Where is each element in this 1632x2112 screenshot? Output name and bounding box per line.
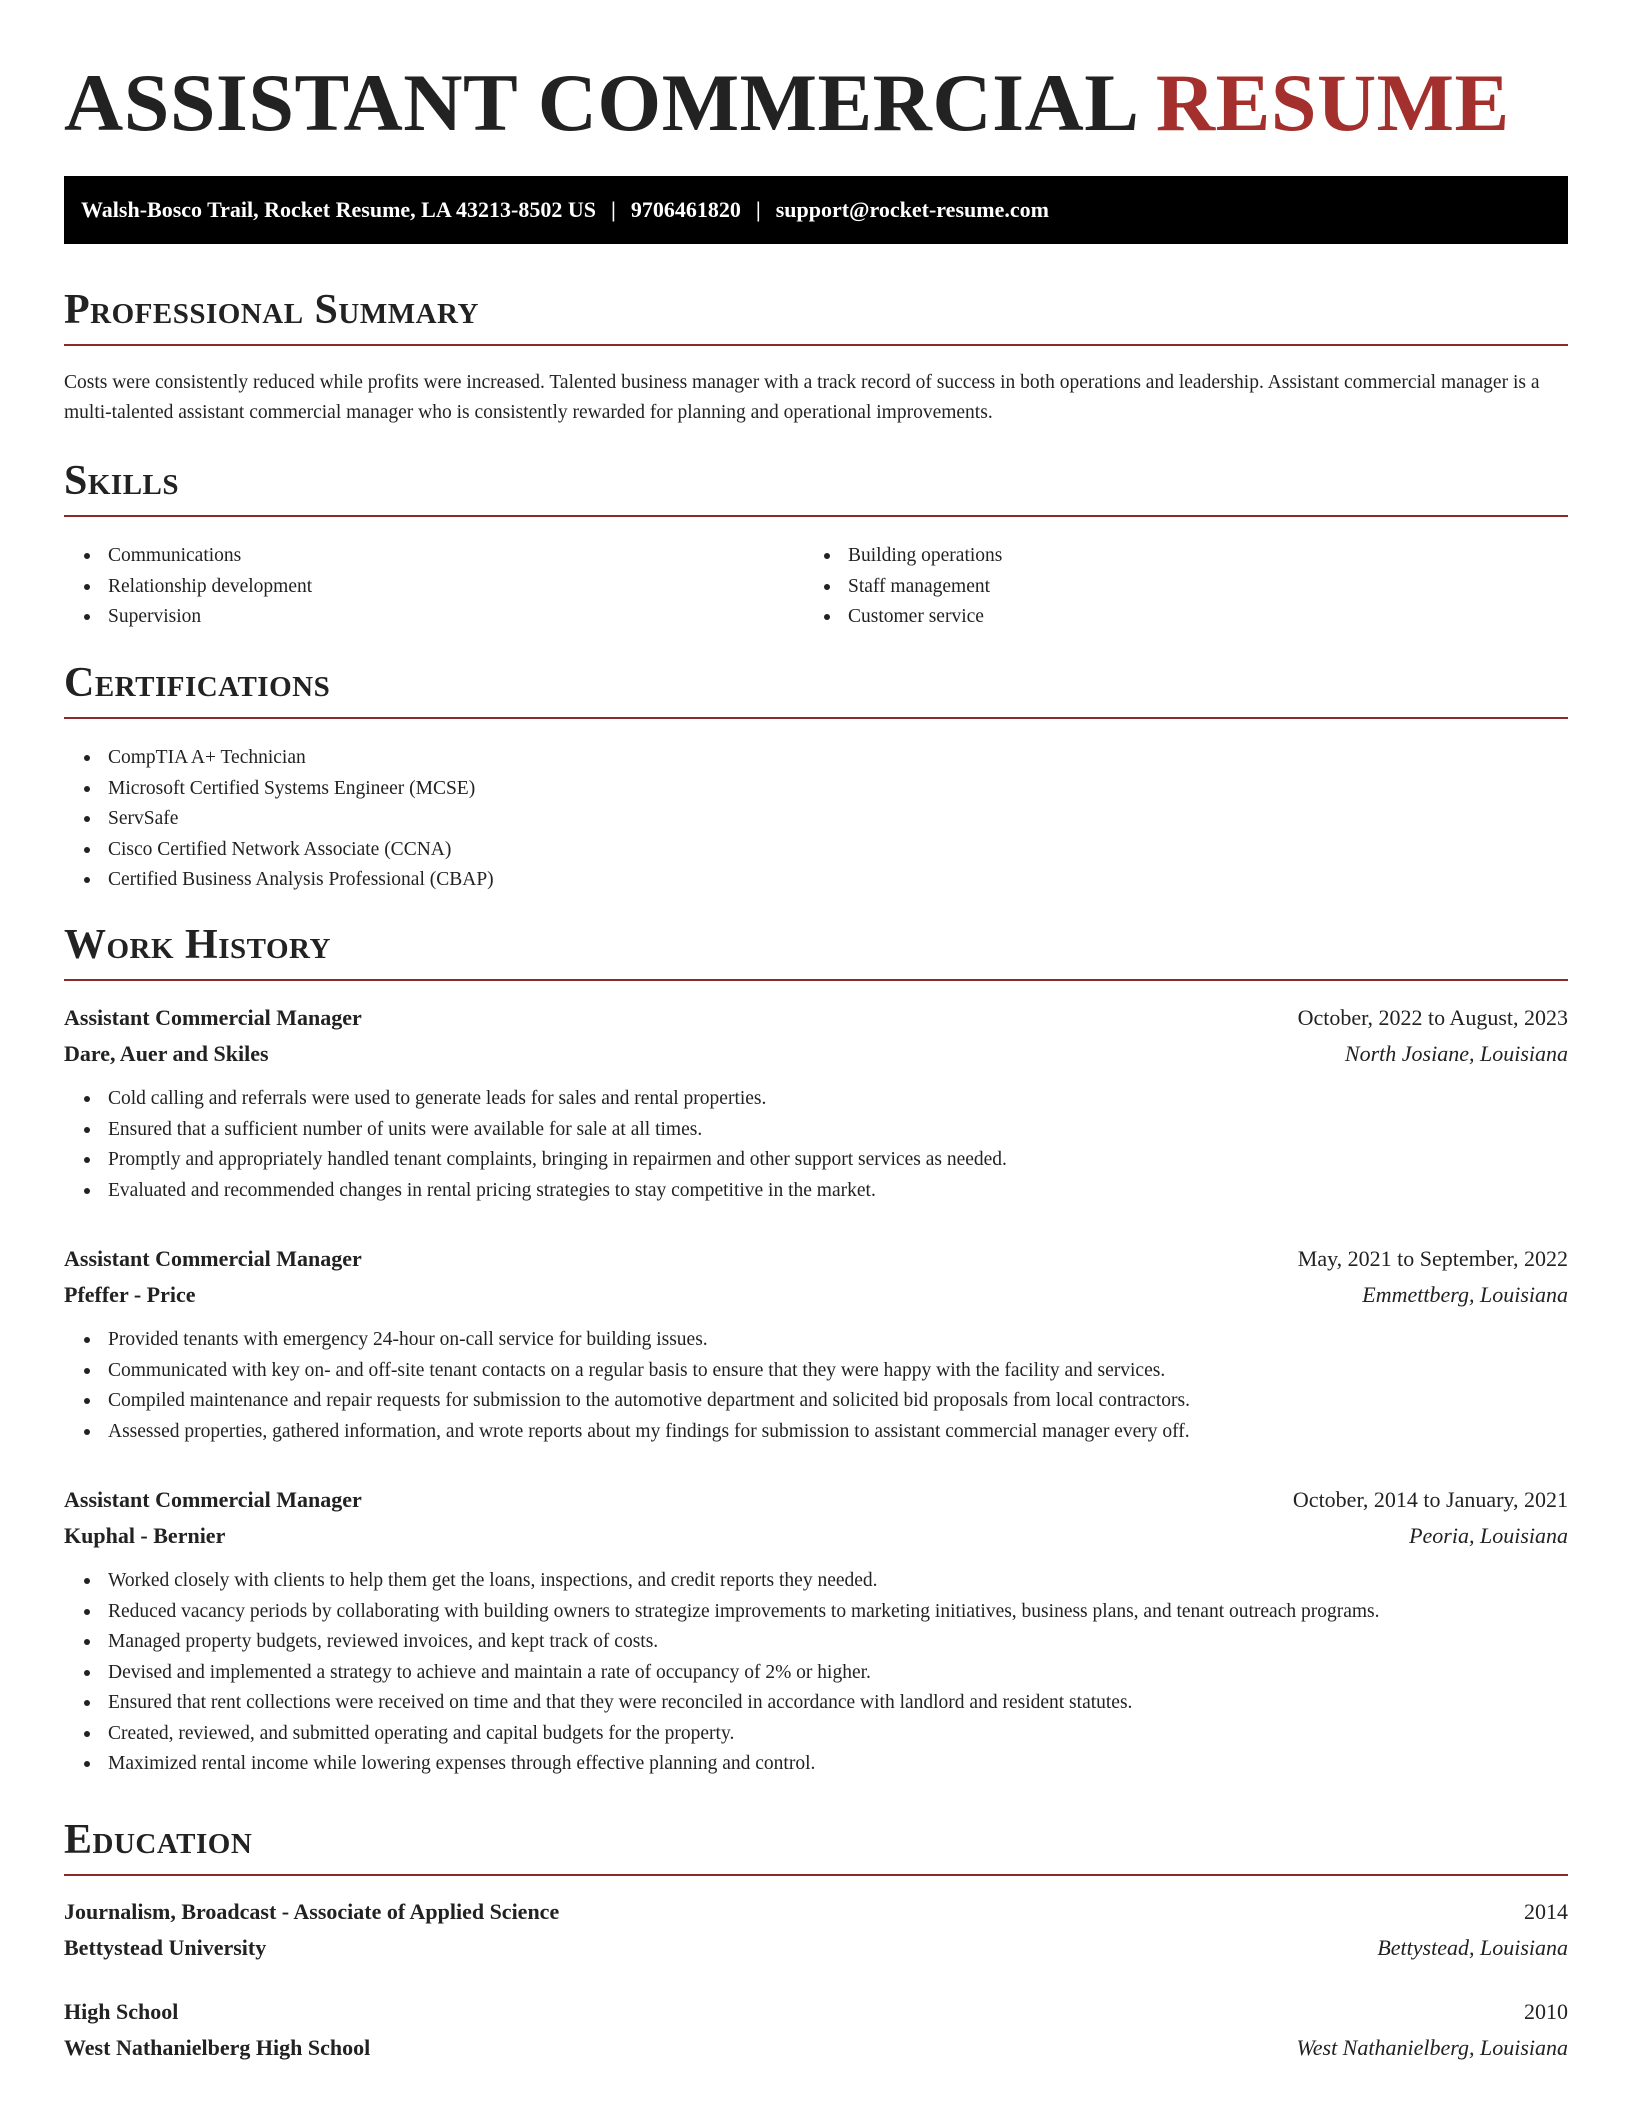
job-company: Kuphal - Bernier <box>64 1523 226 1548</box>
education-year: 2010 <box>1524 1999 1568 2024</box>
education-degree: High School <box>64 1999 179 2024</box>
job-duty: Compiled maintenance and repair requests for submission to the automotive department and solicited bid proposals from local contractors. <box>64 1386 1568 1417</box>
job-dates: October, 2022 to August, 2023 <box>1297 1005 1568 1030</box>
job-duties-list <box>64 1084 1568 1206</box>
education-location: West Nathanielberg, Louisiana <box>1296 2035 1568 2060</box>
title-main: ASSISTANT COMMERCIAL <box>64 57 1135 148</box>
education-degree: Journalism, Broadcast - Associate of Applied Science <box>64 1899 560 1924</box>
certifications-heading: Certifications <box>64 657 1568 719</box>
title-accent: RESUME <box>1155 57 1510 148</box>
job-company: Pfeffer - Price <box>64 1282 196 1307</box>
education-year: 2014 <box>1524 1899 1568 1924</box>
job-location: Emmettberg, Louisiana <box>1362 1282 1568 1307</box>
job-duties-list <box>64 1325 1568 1447</box>
job-duty: Managed property budgets, reviewed invoices, and kept track of costs. <box>64 1627 1568 1658</box>
skills-heading: Skills <box>64 455 1568 517</box>
job-title-row <box>64 1241 1568 1277</box>
education-school: West Nathanielberg High School <box>64 2035 371 2060</box>
job-duty: Communicated with key on- and off-site tenant contacts on a regular basis to ensure that they were happy with the facility and services. <box>64 1356 1568 1387</box>
skill-item: Supervision <box>64 602 804 633</box>
education-heading: Education <box>64 1814 1568 1876</box>
certifications-list <box>64 743 494 896</box>
skill-item: Relationship development <box>64 572 804 603</box>
skill-item: Communications <box>64 541 804 572</box>
skills-left-column <box>64 541 804 633</box>
job-duty: Evaluated and recommended changes in rental pricing strategies to stay competitive in the market. <box>64 1176 1568 1207</box>
job-duty: Reduced vacancy periods by collaborating with building owners to strategize improvements to marketing initiatives, business plans, and tenant outreach programs. <box>64 1597 1568 1628</box>
job-title: Assistant Commercial Manager <box>64 1487 362 1512</box>
job-title-row <box>64 1000 1568 1036</box>
contact-separator: | <box>610 197 616 222</box>
education-degree-row <box>64 1994 1568 2030</box>
education-school-row <box>64 2030 1568 2066</box>
job-dates: October, 2014 to January, 2021 <box>1292 1487 1568 1512</box>
skill-item: Staff management <box>804 572 1544 603</box>
certification-item: Certified Business Analysis Professional (CBAP) <box>64 865 494 896</box>
job-duty: Worked closely with clients to help them get the loans, inspections, and credit reports they needed. <box>64 1566 1568 1597</box>
contact-phone: 9706461820 <box>630 197 741 222</box>
job-duty: Cold calling and referrals were used to generate leads for sales and rental properties. <box>64 1084 1568 1115</box>
job-duty: Maximized rental income while lowering expenses through effective planning and control. <box>64 1749 1568 1780</box>
job-company-row <box>64 1277 1568 1313</box>
job-location: Peoria, Louisiana <box>1409 1523 1568 1548</box>
job-duties-list <box>64 1566 1568 1780</box>
job-duty: Devised and implemented a strategy to achieve and maintain a rate of occupancy of 2% or higher. <box>64 1658 1568 1689</box>
education-degree-row <box>64 1894 1568 1930</box>
job-duty: Assessed properties, gathered information, and wrote reports about my findings for submission to assistant commercial manager every off. <box>64 1417 1568 1448</box>
job-title: Assistant Commercial Manager <box>64 1005 362 1030</box>
job-entry <box>64 1000 1568 1206</box>
job-company-row <box>64 1518 1568 1554</box>
skills-left-list <box>64 541 804 633</box>
resume-title <box>64 58 1510 148</box>
contact-email: support@rocket-resume.com <box>775 197 1049 222</box>
education-entry <box>64 1894 1568 1966</box>
job-duty: Ensured that rent collections were received on time and that they were reconciled in accordance with landlord and resident statutes. <box>64 1688 1568 1719</box>
education-location: Bettystead, Louisiana <box>1377 1935 1568 1960</box>
job-title-row <box>64 1482 1568 1518</box>
education-entry <box>64 1994 1568 2066</box>
job-duty: Created, reviewed, and submitted operating and capital budgets for the property. <box>64 1719 1568 1750</box>
job-dates: May, 2021 to September, 2022 <box>1297 1246 1568 1271</box>
contact-bar <box>64 176 1568 244</box>
certification-item: ServSafe <box>64 804 494 835</box>
contact-address: Walsh-Bosco Trail, Rocket Resume, LA 43213-8502 US <box>81 197 596 222</box>
certification-item: CompTIA A+ Technician <box>64 743 494 774</box>
contact-separator: | <box>755 197 761 222</box>
job-duty: Provided tenants with emergency 24-hour on-call service for building issues. <box>64 1325 1568 1356</box>
summary-heading: Professional Summary <box>64 284 1568 346</box>
job-company: Dare, Auer and Skiles <box>64 1041 269 1066</box>
work-history-heading: Work History <box>64 919 1568 981</box>
job-company-row <box>64 1036 1568 1072</box>
job-entry <box>64 1241 1568 1447</box>
job-location: North Josiane, Louisiana <box>1344 1041 1568 1066</box>
job-entry <box>64 1482 1568 1780</box>
summary-text: Costs were consistently reduced while profits were increased. Talented business manager with a track record of success in both operations and leadership. Assistant commercial manager is a multi-talented assistant commercial manager who is consistently rewarded for planning and operational improvements. <box>64 372 1540 423</box>
certification-item: Microsoft Certified Systems Engineer (MCSE) <box>64 774 494 805</box>
job-duty: Promptly and appropriately handled tenant complaints, bringing in repairmen and other support services as needed. <box>64 1145 1568 1176</box>
education-school-row <box>64 1930 1568 1966</box>
skill-item: Building operations <box>804 541 1544 572</box>
skills-right-list <box>804 541 1544 633</box>
certification-item: Cisco Certified Network Associate (CCNA) <box>64 835 494 866</box>
education-school: Bettystead University <box>64 1935 267 1960</box>
job-title: Assistant Commercial Manager <box>64 1246 362 1271</box>
job-duty: Ensured that a sufficient number of units were available for sale at all times. <box>64 1115 1568 1146</box>
skill-item: Customer service <box>804 602 1544 633</box>
skills-right-column <box>804 541 1544 633</box>
